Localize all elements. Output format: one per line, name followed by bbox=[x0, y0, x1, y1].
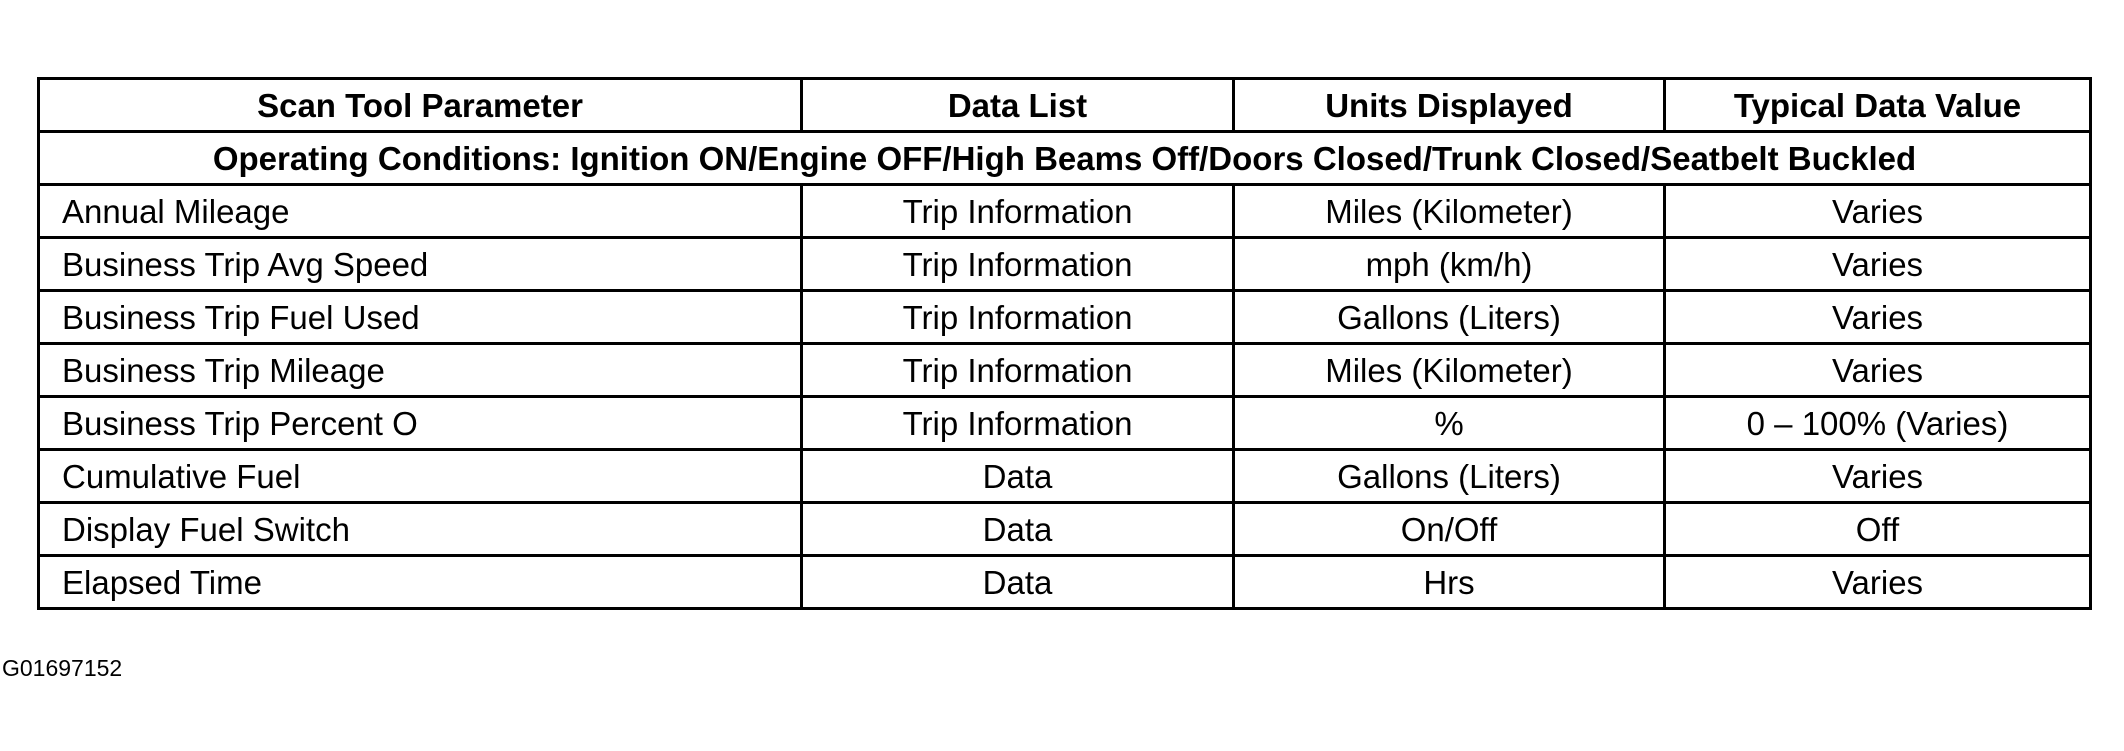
parameter-cell: Cumulative Fuel bbox=[39, 450, 802, 503]
typical-value-cell: 0 – 100% (Varies) bbox=[1665, 397, 2091, 450]
parameter-cell: Business Trip Mileage bbox=[39, 344, 802, 397]
table-row bbox=[39, 344, 2091, 397]
table-header-row bbox=[39, 79, 2091, 132]
units-cell: % bbox=[1234, 397, 1665, 450]
units-cell: Gallons (Liters) bbox=[1234, 450, 1665, 503]
data-list-cell: Trip Information bbox=[802, 397, 1234, 450]
table-row bbox=[39, 397, 2091, 450]
data-list-cell: Trip Information bbox=[802, 291, 1234, 344]
parameter-cell: Display Fuel Switch bbox=[39, 503, 802, 556]
operating-conditions: Operating Conditions: Ignition ON/Engine OFF/High Beams Off/Doors Closed/Trunk Closed/Seatbelt Buckled bbox=[39, 132, 2091, 185]
data-list-cell: Trip Information bbox=[802, 185, 1234, 238]
typical-value-cell: Varies bbox=[1665, 344, 2091, 397]
header-units-displayed: Units Displayed bbox=[1234, 79, 1665, 132]
data-list-cell: Trip Information bbox=[802, 344, 1234, 397]
header-typical-data-value: Typical Data Value bbox=[1665, 79, 2091, 132]
table-row bbox=[39, 556, 2091, 609]
data-list-cell: Data bbox=[802, 503, 1234, 556]
typical-value-cell: Off bbox=[1665, 503, 2091, 556]
header-data-list: Data List bbox=[802, 79, 1234, 132]
typical-value-cell: Varies bbox=[1665, 450, 2091, 503]
units-cell: Miles (Kilometer) bbox=[1234, 185, 1665, 238]
typical-value-cell: Varies bbox=[1665, 238, 2091, 291]
table-row bbox=[39, 450, 2091, 503]
units-cell: On/Off bbox=[1234, 503, 1665, 556]
typical-value-cell: Varies bbox=[1665, 185, 2091, 238]
units-cell: mph (km/h) bbox=[1234, 238, 1665, 291]
typical-value-cell: Varies bbox=[1665, 291, 2091, 344]
table-row bbox=[39, 291, 2091, 344]
table-row bbox=[39, 503, 2091, 556]
table-row bbox=[39, 238, 2091, 291]
parameter-cell: Business Trip Fuel Used bbox=[39, 291, 802, 344]
parameter-cell: Business Trip Avg Speed bbox=[39, 238, 802, 291]
table-row bbox=[39, 185, 2091, 238]
parameter-cell: Elapsed Time bbox=[39, 556, 802, 609]
units-cell: Hrs bbox=[1234, 556, 1665, 609]
scan-tool-data-table bbox=[37, 77, 2092, 610]
data-list-cell: Trip Information bbox=[802, 238, 1234, 291]
header-scan-tool-parameter: Scan Tool Parameter bbox=[39, 79, 802, 132]
figure-id-label: G01697152 bbox=[2, 655, 123, 681]
typical-value-cell: Varies bbox=[1665, 556, 2091, 609]
parameter-cell: Annual Mileage bbox=[39, 185, 802, 238]
units-cell: Miles (Kilometer) bbox=[1234, 344, 1665, 397]
units-cell: Gallons (Liters) bbox=[1234, 291, 1665, 344]
data-list-cell: Data bbox=[802, 556, 1234, 609]
operating-conditions-row bbox=[39, 132, 2091, 185]
parameter-cell: Business Trip Percent O bbox=[39, 397, 802, 450]
data-list-cell: Data bbox=[802, 450, 1234, 503]
